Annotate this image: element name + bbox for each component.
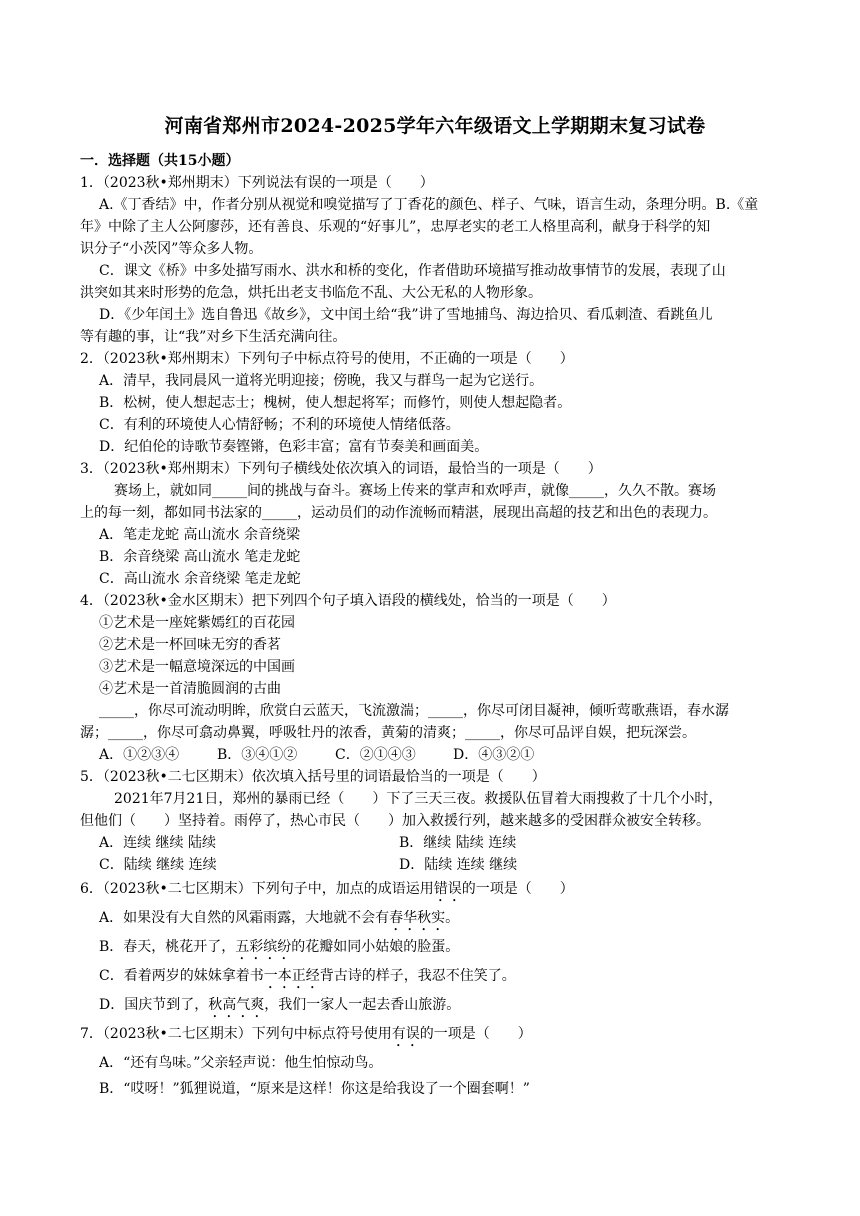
dotted-idiom: 秋高气爽: [208, 997, 265, 1013]
question-5: [80, 766, 790, 876]
exam-page: [80, 112, 790, 1102]
option-text: 的花瓣如同小姑娘的脸蛋。: [291, 939, 460, 955]
question-stem: 4．（2023秋•金水区期末）把下列四个句子填入语段的横线处，恰当的一项是（ ）: [80, 593, 616, 609]
option-b: B．余音绕梁 高山流水 笔走龙蛇: [99, 549, 301, 565]
passage-text: ，久久不散。赛场: [604, 483, 716, 499]
dotted-idiom: 一本正经: [263, 968, 320, 984]
page-title: 河南省郑州市2024-2025学年六年级语文上学期期末复习试卷: [164, 115, 706, 137]
option-a-line: A.《丁香结》中，作者分别从视觉和嗅觉描写了丁香花的颜色、样子、气味，语言生动，条理分明。B.《童: [99, 197, 759, 213]
option-c: C．高山流水 余音绕梁 笔走龙蛇: [99, 571, 301, 587]
option-a-line: 年》中除了主人公阿廖莎，还有善良、乐观的“好事儿”，忠厚老实的老工人格里高利，献身于科学的知: [80, 219, 711, 235]
sentence-item: ④艺术是一首清脆圆润的古曲: [99, 681, 281, 697]
stem-text: 的一项是（ ）: [461, 881, 574, 897]
passage-line: 2021年7月21日，郑州的暴雨已经（ ）下了三天三夜。救援队伍冒着大雨搜救了十几个小时，: [114, 791, 723, 807]
options-row: [80, 854, 790, 876]
option-c-line: C．课文《桥》中多处描写雨水、洪水和桥的变化，作者借助环境描写推动故事情节的发展，表现了山: [99, 263, 726, 279]
option-b: B．“哎呀！”狐狸说道，“原来是这样！你这是给我设了一个圈套啊！”: [99, 1081, 530, 1097]
question-3: [80, 458, 790, 590]
option-b: [80, 934, 790, 963]
option-a: A．笔走龙蛇 高山流水 余音绕梁: [99, 527, 301, 543]
option-text: B．春天，桃花开了，: [99, 939, 236, 955]
option-d-line: D．《少年闰土》选自鲁迅《故乡》，文中闰土给“我”讲了雪地捕鸟、海边拾贝、看瓜刺渣、看跳鱼儿: [99, 307, 713, 323]
question-2: [80, 348, 790, 458]
question-stem: 3．（2023秋•郑州期末）下列句子横线处依次填入的词语，最恰当的一项是（ ）: [80, 461, 602, 477]
sentence-item: ③艺术是一幅意境深远的中国画: [99, 659, 295, 675]
sentence-item: ②艺术是一杯回味无穷的香茗: [99, 637, 281, 653]
option-d: [80, 992, 790, 1021]
dotted-text: 错误: [433, 881, 462, 897]
passage-text: ，运动员们的动作流畅而精湛，展现出高超的技艺和出色的表现力。: [297, 505, 717, 521]
options-row: [80, 744, 790, 766]
option-c: [80, 963, 790, 992]
option-c-line: 洪突如其来时形势的危急，烘托出老支书临危不乱、大公无私的人物形象。: [80, 285, 542, 301]
option-a: A．①②③④: [99, 747, 180, 763]
dotted-text: 有误: [391, 1026, 420, 1042]
option-a-line: 识分子“小茨冈”等众多人物。: [80, 241, 263, 257]
question-7: [80, 1021, 790, 1102]
option-d: D．④③②①: [453, 747, 535, 763]
option-text: 。: [445, 910, 460, 926]
option-a: A．连续 继续 陆续: [99, 835, 217, 851]
option-b: B．松树，使人想起志士；槐树，使人想起将军；而修竹，则使人想起隐者。: [99, 395, 572, 411]
fill-blank: _____: [262, 505, 297, 521]
option-c: C．陆续 继续 连续: [99, 857, 217, 873]
sentence-item: ①艺术是一座姹紫嫣红的百花园: [99, 615, 295, 631]
dotted-idiom: 五彩缤纷: [235, 939, 292, 955]
passage-line: 潺；_____，你尽可翕动鼻翼，呼吸牡丹的浓香，黄菊的清爽；_____，你尽可品评自娱，把玩深尝。: [80, 725, 696, 741]
question-stem: [80, 876, 790, 905]
stem-text: 7．（2023秋•二七区期末）下列句中标点符号使用: [80, 1026, 392, 1042]
option-d: D．纪伯伦的诗歌节奏铿锵，色彩丰富；富有节奏美和画面美。: [99, 439, 489, 455]
passage-text: 间的挑战与奋斗。赛场上传来的掌声和欢呼声，就像: [247, 483, 569, 499]
question-stem: 5．（2023秋•二七区期末）依次填入括号里的词语最恰当的一项是（ ）: [80, 769, 546, 785]
stem-text: 6．（2023秋•二七区期末）下列句子中，加点的成语运用: [80, 881, 434, 897]
fill-blank: _____: [212, 483, 247, 499]
option-b: B．③④①②: [217, 747, 298, 763]
stem-text: 的一项是（ ）: [419, 1026, 532, 1042]
option-a: [80, 905, 790, 934]
option-text: ，我们一家人一起去香山旅游。: [264, 997, 461, 1013]
passage-line: [80, 480, 790, 502]
question-4: [80, 590, 790, 766]
question-stem: 1．（2023秋•郑州期末）下列说法有误的一项是（ ）: [80, 175, 434, 191]
option-text: D．国庆节到了，: [99, 997, 209, 1013]
option-c: C．②①④③: [335, 747, 416, 763]
section-heading: 一．选择题（共15小题）: [80, 153, 240, 169]
option-a: A．“还有鸟味。”父亲轻声说：他生怕惊动鸟。: [99, 1055, 383, 1071]
passage-line: [80, 502, 790, 524]
option-a: A．清早，我同晨风一道将光明迎接；傍晚，我又与群鸟一起为它送行。: [99, 373, 544, 389]
option-d: D．陆续 连续 继续: [399, 857, 518, 873]
passage-line: _____，你尽可流动明眸，欣赏白云蓝天，飞流激湍；_____，你尽可闭目凝神，倾听莺歌燕语，春水潺: [99, 703, 729, 719]
option-d-line: 等有趣的事，让“我”对乡下生活充满向往。: [80, 329, 347, 345]
option-text: A．如果没有大自然的风霜雨露，大地就不会有: [99, 910, 390, 926]
option-text: C．看着两岁的妹妹拿着书: [99, 968, 264, 984]
option-c: C．有利的环境使人心情舒畅；不利的环境使人情绪低落。: [99, 417, 460, 433]
passage-text: 上的每一刻，都如同书法家的: [80, 505, 262, 521]
question-stem: 2．（2023秋•郑州期末）下列句子中标点符号的使用，不正确的一项是（ ）: [80, 351, 574, 367]
option-text: 背古诗的样子，我忍不住笑了。: [319, 968, 516, 984]
fill-blank: _____: [569, 483, 604, 499]
passage-line: 但他们（ ）坚持着。雨停了，热心市民（ ）加入救援行列，越来越多的受困群众被安全转移。: [80, 813, 710, 829]
question-stem: [80, 1021, 790, 1050]
question-1: [80, 172, 790, 348]
question-6: [80, 876, 790, 1021]
passage-text: 赛场上，就如同: [114, 483, 212, 499]
option-b: B．继续 陆续 连续: [399, 835, 517, 851]
options-row: [80, 832, 790, 854]
dotted-idiom: 春华秋实: [389, 910, 446, 926]
